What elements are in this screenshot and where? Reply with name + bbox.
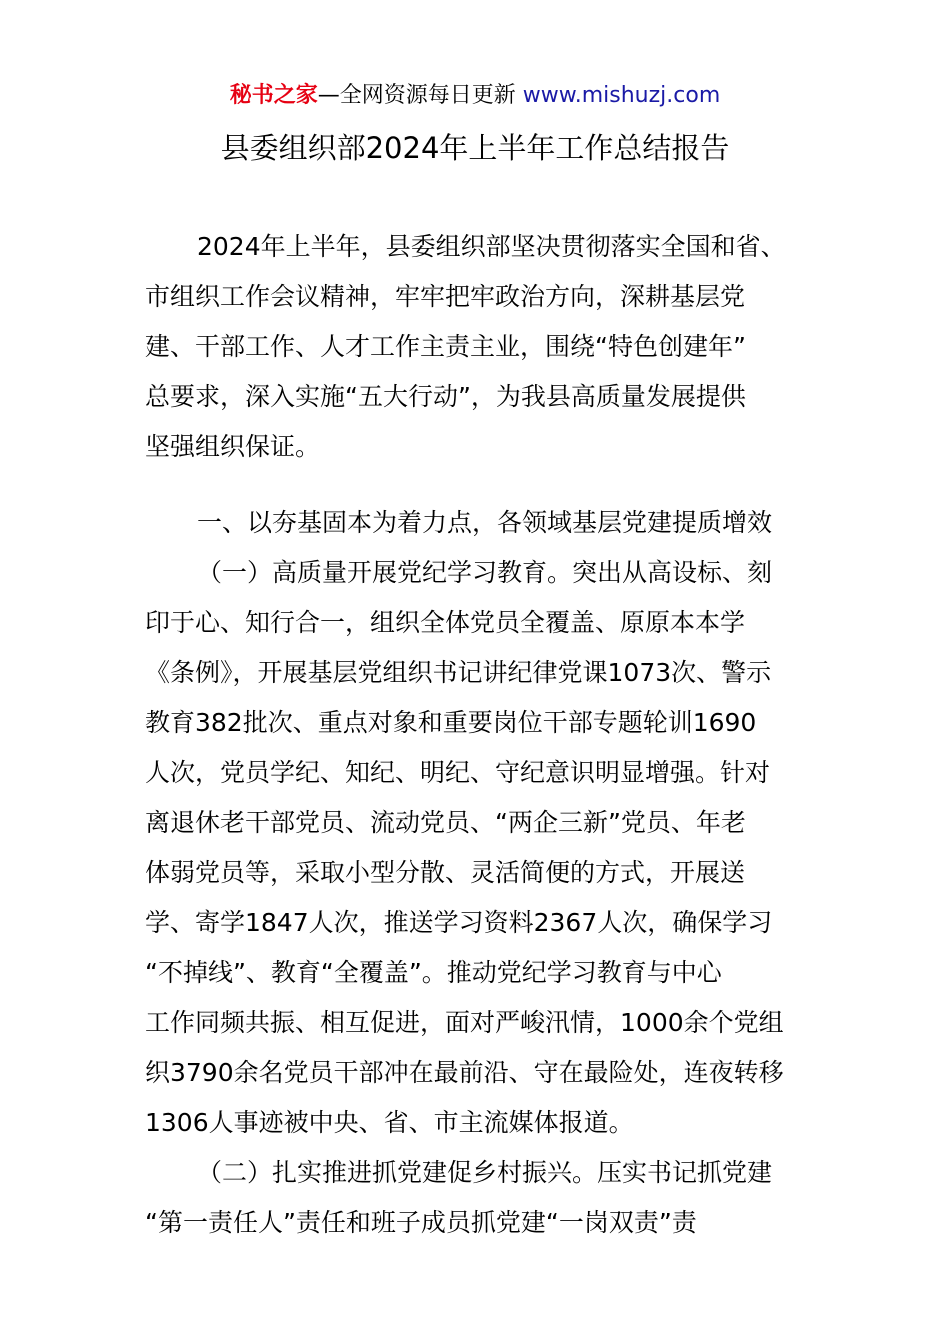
body-line: 织3790余名党员干部冲在最前沿、守在最险处，连夜转移 bbox=[145, 1058, 784, 1087]
paragraph-gap bbox=[145, 472, 809, 498]
body-line: 人次，党员学纪、知纪、明纪、守纪意识明显增强。针对 bbox=[145, 758, 771, 787]
body-line: 离退休老干部党员、流动党员、“两企三新”党员、年老 bbox=[145, 808, 746, 837]
body-line: 学、寄学1847人次，推送学习资料2367人次，确保学习 bbox=[145, 908, 773, 937]
body-line: 市组织工作会议精神，牢牢把牢政治方向，深耕基层党 bbox=[145, 282, 746, 311]
brand-name: 秘书之家 bbox=[229, 83, 318, 108]
body-line: 印于心、知行合一，组织全体党员全覆盖、原原本本学 bbox=[145, 608, 746, 637]
body-line: （一）高质量开展党纪学习教育。突出从高设标、刻 bbox=[197, 558, 773, 587]
document-body bbox=[145, 222, 809, 1248]
section-heading: 一、以夯基固本为着力点，各领域基层党建提质增效 bbox=[197, 508, 773, 537]
body-line: 坚强组织保证。 bbox=[145, 432, 321, 461]
body-line: 总要求，深入实施“五大行动”，为我县高质量发展提供 bbox=[145, 382, 746, 411]
body-line: 《条例》，开展基层党组织书记讲纪律党课1073次、警示 bbox=[145, 658, 772, 687]
body-line: （二）扎实推进抓党建促乡村振兴。压实书记抓党建 bbox=[197, 1158, 773, 1187]
body-line: 2024年上半年，县委组织部坚决贯彻落实全国和省、 bbox=[197, 232, 786, 261]
body-line: 工作同频共振、相互促进，面对严峻汛情，1000余个党组 bbox=[145, 1008, 784, 1037]
body-line: “不掉线”、教育“全覆盖”。推动党纪学习教育与中心 bbox=[145, 958, 722, 987]
document-title: 县委组织部2024年上半年工作总结报告 bbox=[220, 131, 730, 165]
body-line: 体弱党员等，采取小型分散、灵活简便的方式，开展送 bbox=[145, 858, 746, 887]
site-header bbox=[0, 80, 950, 112]
body-line: 建、干部工作、人才工作主责主业，围绕“特色创建年” bbox=[145, 332, 746, 361]
site-url[interactable]: www.mishuzj.com bbox=[522, 83, 721, 108]
header-tagline: —全网资源每日更新 bbox=[317, 83, 523, 108]
body-line: 教育382批次、重点对象和重要岗位干部专题轮训1690 bbox=[145, 708, 757, 737]
body-line: 1306人事迹被中央、省、市主流媒体报道。 bbox=[145, 1108, 634, 1137]
body-line: “第一责任人”责任和班子成员抓党建“一岗双责”责 bbox=[145, 1208, 697, 1237]
